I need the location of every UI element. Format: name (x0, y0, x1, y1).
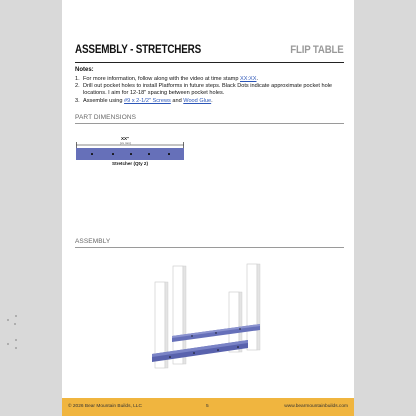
pocket-hole-dot (112, 153, 114, 155)
note-text: Drill out pocket holes to install Platforms in future steps. Black Dots indicate approximate pocket hole locations. I aim for 12-18" spacing between pocket holes. (83, 83, 333, 97)
note-item: 1. For more information, follow along with the video at time stamp XX:XX. (75, 76, 259, 82)
screws-link[interactable]: #9 x 2-1/2" Screws (124, 97, 171, 104)
part-dimensions-heading: PART DIMENSIONS (75, 114, 344, 124)
document-page (62, 0, 354, 416)
stretcher-part-drawing (76, 148, 184, 160)
note-text: Assemble using (83, 97, 125, 104)
page-footer (62, 398, 354, 416)
dimension-sub-label: (xx mm) (120, 141, 131, 145)
pocket-hole-dot (91, 153, 93, 155)
note-number: 3. (75, 97, 80, 104)
notes-heading: Notes: (75, 67, 94, 73)
background-specks (0, 310, 30, 350)
note-item: 3. Assemble using #9 x 2-1/2" Screws and Wood Glue. (75, 97, 213, 104)
note-item (75, 83, 341, 97)
part-caption: Stretcher (Qty 2) (112, 161, 148, 166)
assembly-heading: ASSEMBLY (75, 238, 344, 248)
assembly-illustration (142, 262, 272, 372)
wood-glue-link[interactable]: Wood Glue (183, 97, 212, 104)
pocket-hole-dot (168, 153, 170, 155)
project-name: FLIP TABLE (290, 44, 344, 56)
pocket-hole-dot (130, 153, 132, 155)
footer-copyright: © 2026 Bear Mountain Builds, LLC (68, 404, 142, 409)
page-header (75, 42, 344, 63)
page-title: ASSEMBLY - STRETCHERS (75, 44, 202, 56)
dimension-label: XX" (121, 136, 130, 141)
note-number: 1. (75, 76, 80, 82)
video-timestamp-link[interactable]: XX:XX (240, 76, 257, 82)
pocket-hole-dot (148, 153, 150, 155)
note-number: 2. (75, 83, 80, 90)
footer-website[interactable]: www.bearmountainbuilds.com (284, 404, 348, 409)
note-text: For more information, follow along with the video at time stamp (83, 76, 241, 82)
notes-list (75, 76, 341, 105)
page-number: 5 (206, 404, 209, 409)
